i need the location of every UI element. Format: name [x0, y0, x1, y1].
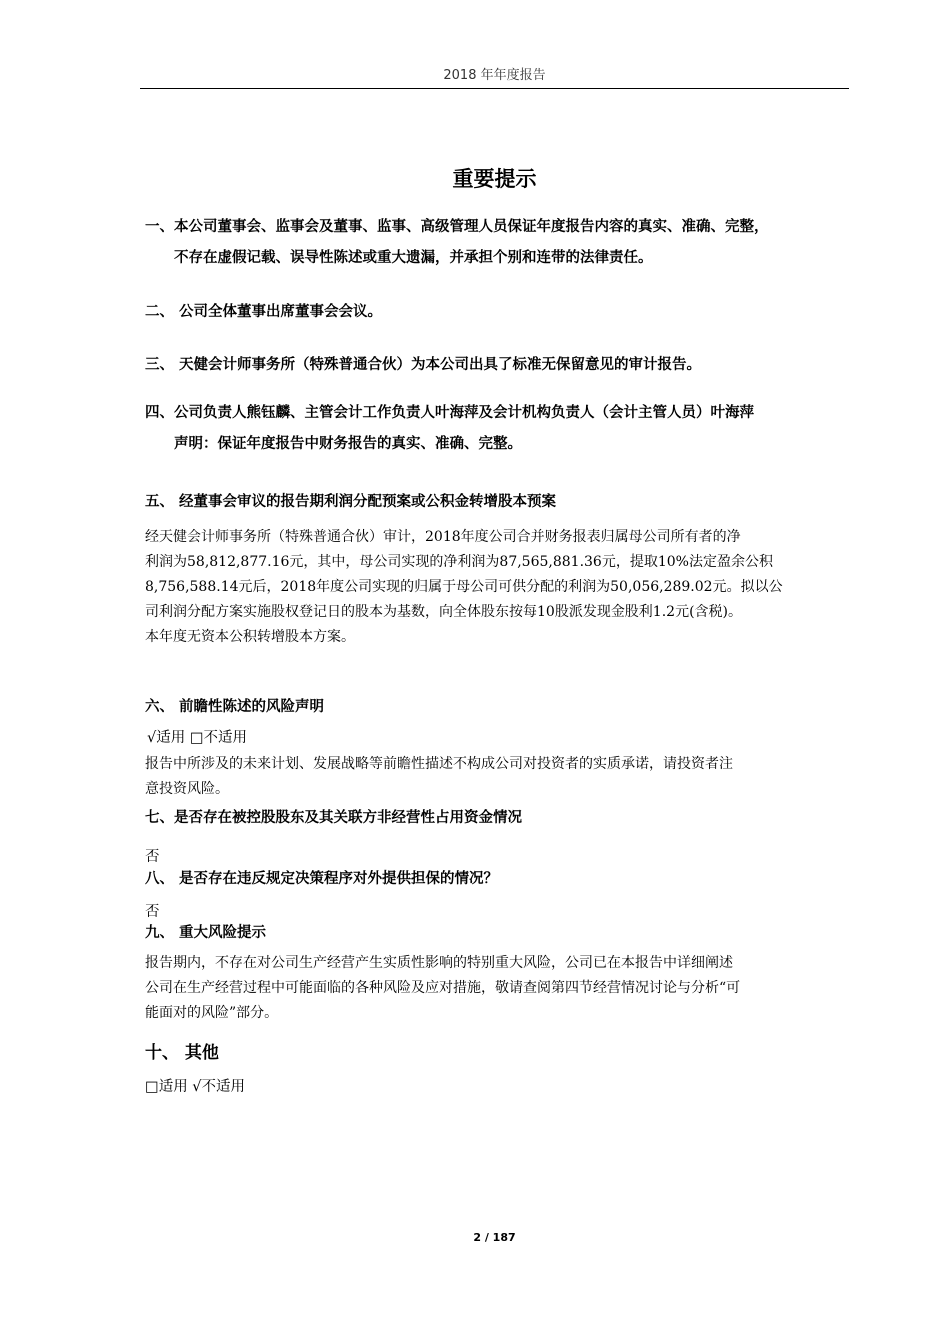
section-6-heading: 六、 前瞻性陈述的风险声明 [145, 699, 325, 715]
section-6-line: 报告中所涉及的未来计划、发展战略等前瞻性描述不构成公司对投资者的实质承诺，请投资者注 [145, 756, 733, 772]
section-9-line: 能面对的风险”部分。 [145, 1005, 279, 1021]
section-4 [145, 398, 850, 460]
section-8-answer: 否 [145, 904, 160, 920]
section-9-line: 公司在生产经营过程中可能面临的各种风险及应对措施，敬请查阅第四节经营情况讨论与分析“可 [145, 980, 741, 996]
section-7-answer: 否 [145, 849, 160, 865]
section-3: 三、 天健会计师事务所（特殊普通合伙）为本公司出具了标准无保留意见的审计报告。 [145, 357, 702, 373]
section-5-line: 本年度无资本公积转增股本方案。 [145, 629, 355, 645]
section-7-heading: 七、是否存在被控股股东及其关联方非经营性占用资金情况 [145, 810, 522, 826]
header-rule [140, 88, 849, 89]
section-5-line: 8,756,588.14元后，2018年度公司实现的归属于母公司可供分配的利润为50,056,289.02元。拟以公 [145, 579, 783, 595]
section-1-line-2: 不存在虚假记载、误导性陈述或重大遗漏，并承担个别和连带的法律责任。 [174, 250, 653, 266]
section-8-heading: 八、 是否存在违反规定决策程序对外提供担保的情况？ [145, 871, 499, 887]
section-10-heading: 十、 其他 [145, 1043, 219, 1063]
section-9-heading: 九、 重大风险提示 [145, 925, 267, 941]
section-5-line: 经天健会计师事务所（特殊普通合伙）审计，2018年度公司合并财务报表归属母公司所有者的净 [145, 529, 741, 545]
section-5-heading: 五、 经董事会审议的报告期利润分配预案或公积金转增股本预案 [145, 494, 557, 510]
section-4-line-1: 四、公司负责人熊钰麟、主管会计工作负责人叶海萍及会计机构负责人（会计主管人员）叶海萍 [145, 405, 754, 421]
section-5-line: 利润为58,812,877.16元，其中，母公司实现的净利润为87,565,881.36元，提取10%法定盈余公积 [145, 554, 773, 570]
section-5-line: 司利润分配方案实施股权登记日的股本为基数，向全体股东按每10股派发现金股利1.2元(含税)。 [145, 604, 743, 620]
section-6-body [145, 752, 853, 802]
section-6-line: 意投资风险。 [145, 781, 229, 797]
section-9-body [145, 951, 853, 1026]
section-6-options: √适用 □不适用 [147, 730, 248, 746]
page-title: 重要提示 [452, 167, 537, 191]
section-2: 二、 公司全体董事出席董事会会议。 [145, 304, 383, 320]
section-5-body [145, 525, 853, 650]
running-header: 2018 年年度报告 [443, 68, 546, 83]
page-number: 2 / 187 [473, 1231, 516, 1244]
section-9-line: 报告期内，不存在对公司生产经营产生实质性影响的特别重大风险，公司已在本报告中详细阐述 [145, 955, 733, 971]
section-4-line-2: 声明：保证年度报告中财务报告的真实、准确、完整。 [174, 436, 522, 452]
section-10-options: □适用 √不适用 [145, 1079, 246, 1095]
section-1-line-1: 一、本公司董事会、监事会及董事、监事、高级管理人员保证年度报告内容的真实、准确、完整， [145, 219, 769, 235]
section-1 [145, 212, 850, 274]
